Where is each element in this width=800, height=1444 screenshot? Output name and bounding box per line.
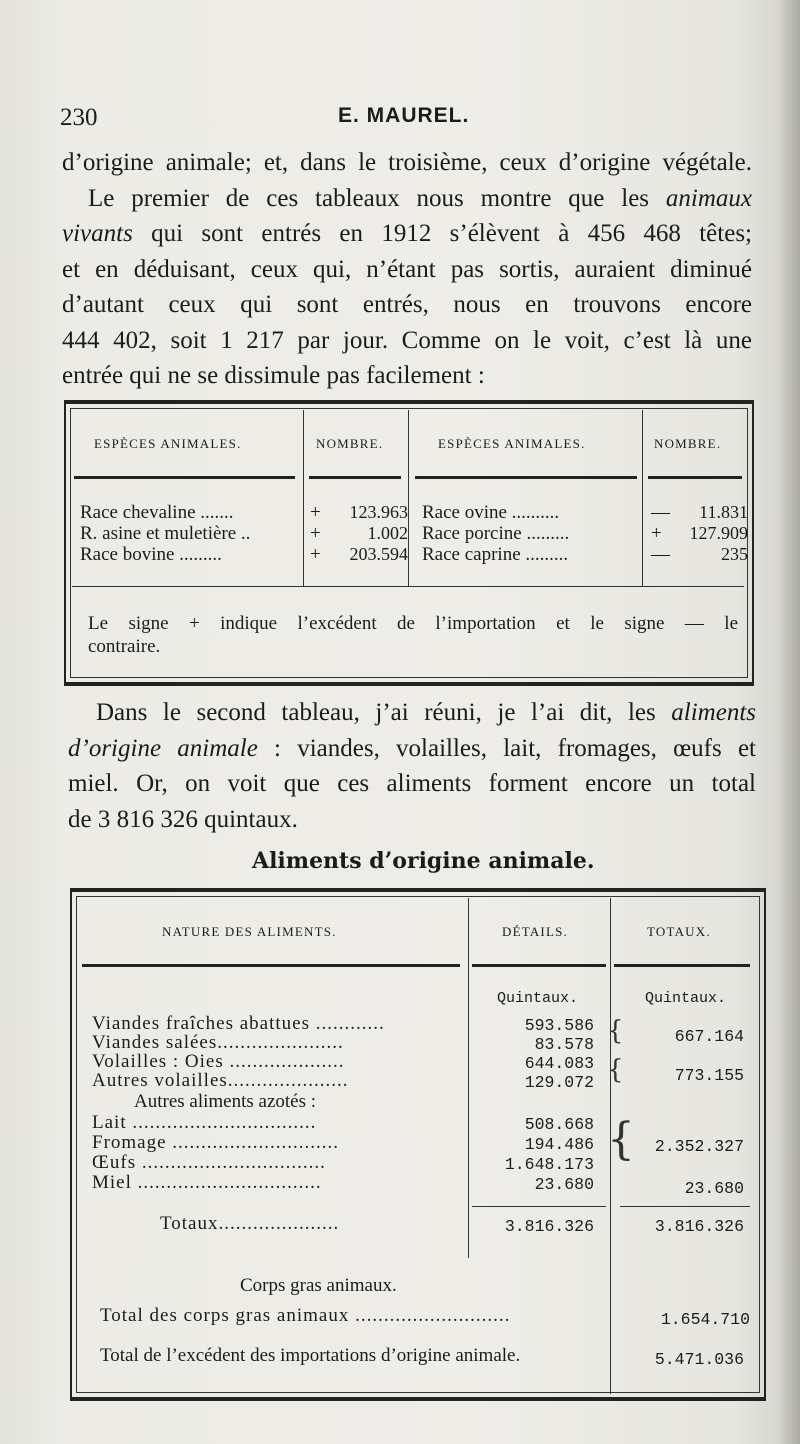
column-header: ESPÈCES ANIMALES. [94, 436, 242, 451]
table-note: Le signe + indique l’excédent de l’importation et le signe — le [88, 613, 738, 634]
detail-value: 593.586 [524, 1016, 594, 1035]
table-row-label: Total des corps gras animaux ........................... [100, 1305, 511, 1326]
detail-value: 83.578 [534, 1035, 594, 1054]
table-row-label: Miel ................................ [92, 1172, 322, 1193]
italic-span: animaux [665, 184, 752, 212]
sign: — [651, 502, 670, 523]
sign: + [310, 523, 321, 544]
column-header: NOMBRE. [654, 436, 722, 451]
detail-value: 644.083 [524, 1054, 594, 1073]
table-row-label: Lait ................................ [92, 1112, 317, 1133]
text-line: miel. Or, on voit que ces aliments forment encore un total [68, 770, 756, 797]
group-total: 2.352.327 [654, 1137, 744, 1156]
note-divider [72, 586, 744, 587]
table-row-label: Fromage ............................. [92, 1132, 340, 1153]
total-value: 1.654.710 [660, 1310, 750, 1329]
table-value: 127.909 [689, 523, 748, 543]
header-rule [614, 964, 750, 967]
text-line [62, 181, 752, 217]
table-row-label: R. asine et muletière .. [80, 523, 251, 544]
brace-icon: { [607, 1114, 635, 1165]
totals-label: Totaux..................... [160, 1213, 340, 1234]
group-total: 23.680 [684, 1179, 744, 1198]
table-row-label: Race bovine ......... [80, 544, 222, 565]
table-value: 11.831 [699, 502, 748, 522]
column-divider [642, 410, 643, 586]
total-value: 5.471.036 [654, 1350, 744, 1369]
sign: + [310, 502, 321, 523]
text-line [68, 731, 756, 767]
sign: + [310, 544, 321, 565]
subheading: Corps gras animaux. [240, 1275, 397, 1296]
text-line: d’autant ceux qui sont entrés, nous en trouvons encore [62, 291, 752, 318]
sign: — [651, 544, 670, 565]
sign: + [651, 523, 662, 544]
header-rule [82, 964, 460, 967]
header-rule [74, 476, 295, 479]
text-line [68, 695, 756, 731]
sum-rule [620, 1206, 750, 1207]
header-rule [648, 476, 742, 479]
table-row-label: Total de l’excédent des importations d’origine animale. [100, 1345, 521, 1366]
text-line [62, 216, 752, 252]
text-span: Le premier de ces tableaux nous montre que les [88, 184, 666, 212]
table-row-label: Autres volailles..................... [92, 1070, 349, 1091]
text-line: d’origine animale; et, dans le troisième, ceux d’origine végétale. [62, 149, 752, 176]
detail-value: 23.680 [534, 1175, 594, 1194]
detail-value: 129.072 [524, 1073, 594, 1092]
sum-rule [472, 1206, 606, 1207]
text-span: : viandes, volailles, lait, fromages, œufs et [257, 734, 756, 762]
group-total: 667.164 [674, 1027, 744, 1046]
unit-label: Quintaux. [497, 990, 579, 1007]
table-caption: Aliments d’origine animale. [252, 848, 595, 874]
table-value: 203.594 [349, 544, 408, 564]
paragraph-1 [62, 145, 752, 394]
table-row-label: Race ovine .......... [422, 502, 560, 523]
table-row-label: Œufs ................................ [92, 1152, 326, 1173]
detail-value: 1.648.173 [504, 1155, 594, 1174]
table-row-label: Race caprine ......... [422, 544, 569, 565]
header-rule [309, 476, 401, 479]
detail-value: 508.668 [524, 1115, 594, 1134]
unit-label: Quintaux. [645, 990, 727, 1007]
column-header: NOMBRE. [316, 436, 384, 451]
text-line: et en déduisant, ceux qui, n’étant pas sortis, auraient diminué [62, 255, 752, 283]
table-value: 1.002 [367, 523, 408, 543]
paragraph-2 [68, 695, 756, 837]
table-row-label: Viandes fraîches abattues ............ [92, 1013, 385, 1034]
table-value: 235 [721, 544, 748, 564]
page-number: 230 [60, 104, 98, 131]
totals-total: 3.816.326 [654, 1217, 744, 1236]
column-header: NATURE DES ALIMENTS. [162, 924, 337, 939]
italic-span: aliments [671, 699, 756, 726]
column-divider [303, 410, 304, 586]
subheading: Autres aliments azotés : [134, 1091, 317, 1112]
column-header: DÉTAILS. [502, 924, 568, 939]
text-span: qui sont entrés en 1912 s’élèvent à 456 468 têtes; [132, 220, 752, 247]
table-row-label: Volailles : Oies .................... [92, 1051, 345, 1072]
table-value: 123.963 [349, 502, 408, 522]
detail-value: 194.486 [524, 1135, 594, 1154]
running-head: E. MAUREL. [338, 104, 470, 127]
brace-icon: { [607, 1055, 624, 1085]
text-line: de 3 816 326 quintaux. [68, 805, 298, 833]
header-rule [415, 476, 637, 479]
column-divider [408, 410, 409, 586]
group-total: 773.155 [674, 1066, 744, 1085]
table-row-label: Race chevaline ....... [80, 502, 234, 523]
table-row-label: Viandes salées...................... [92, 1032, 344, 1053]
text-span: Dans le second tableau, j’ai réuni, je l’ai dit, les [96, 699, 672, 726]
header-rule [472, 964, 606, 967]
brace-icon: { [607, 1016, 624, 1046]
italic-span: d’origine animale [68, 734, 258, 762]
italic-span: vivants [62, 220, 133, 247]
page-gutter-shadow [778, 0, 800, 1444]
column-divider [468, 898, 469, 1258]
text-line: entrée qui ne se dissimule pas facilement : [62, 362, 485, 389]
table-row-label: Race porcine ......... [422, 523, 570, 544]
text-line: 444 402, soit 1 217 par jour. Comme on le voit, c’est là une [62, 326, 752, 354]
table-note: contraire. [88, 636, 161, 657]
column-header: ESPÈCES ANIMALES. [438, 436, 586, 451]
totals-detail: 3.816.326 [504, 1217, 594, 1236]
livestock-table [64, 400, 754, 686]
animal-foods-table [70, 888, 766, 1401]
column-header: TOTAUX. [647, 924, 711, 939]
